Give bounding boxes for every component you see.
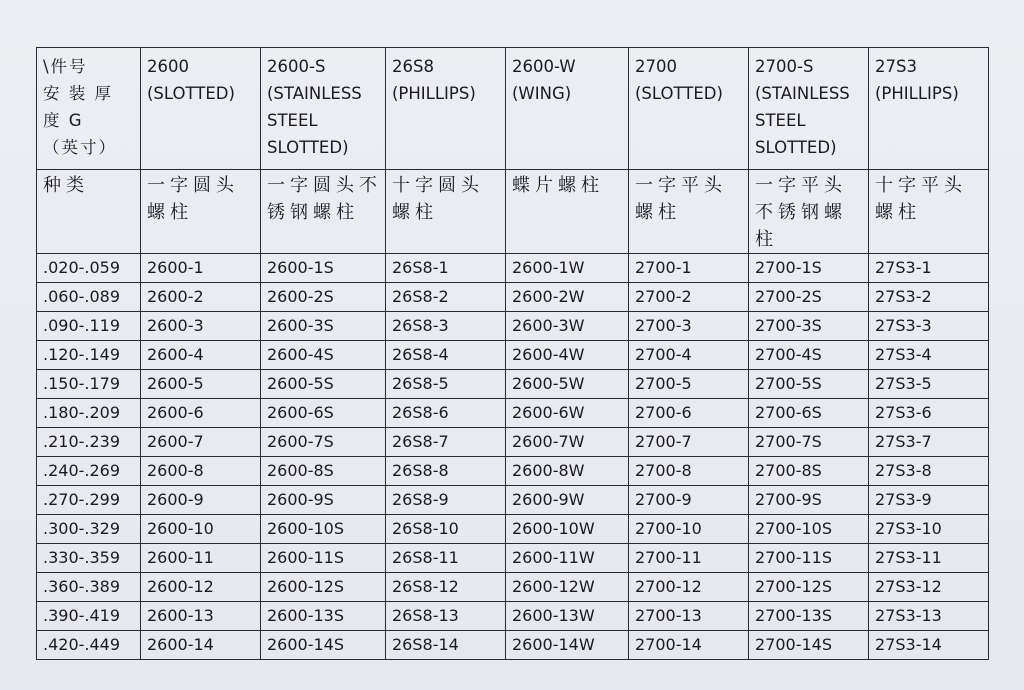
part-number-cell: 2600-10S (261, 515, 386, 544)
column-header-name-zh: 蝶片螺柱 (506, 170, 629, 254)
table-row (37, 254, 989, 283)
corner-line: 安 装 厚 (43, 84, 113, 103)
column-header-code (629, 48, 749, 170)
column-code-line: (SLOTTED) (147, 84, 235, 103)
part-number-cell: 27S3-9 (869, 486, 989, 515)
thickness-range-cell: .420-.449 (37, 631, 141, 660)
column-code-line: 26S8 (392, 57, 434, 76)
part-number-cell: 2700-7S (749, 428, 869, 457)
part-number-cell: 2600-12 (141, 573, 261, 602)
column-header-name-zh: 十字平头螺柱 (869, 170, 989, 254)
part-number-cell: 27S3-8 (869, 457, 989, 486)
part-number-cell: 2700-12 (629, 573, 749, 602)
part-number-cell: 2700-1S (749, 254, 869, 283)
part-number-cell: 26S8-12 (386, 573, 506, 602)
part-number-cell: 2600-4W (506, 341, 629, 370)
column-header-code (386, 48, 506, 170)
part-number-cell: 2700-9S (749, 486, 869, 515)
corner-line: （英寸） (43, 138, 117, 157)
part-number-cell: 2600-11 (141, 544, 261, 573)
table-row (37, 602, 989, 631)
part-number-cell: 2700-13S (749, 602, 869, 631)
part-number-cell: 2700-3S (749, 312, 869, 341)
part-number-cell: 2700-14S (749, 631, 869, 660)
part-number-cell: 27S3-11 (869, 544, 989, 573)
part-number-cell: 27S3-14 (869, 631, 989, 660)
part-number-cell: 2700-4S (749, 341, 869, 370)
thickness-range-cell: .390-.419 (37, 602, 141, 631)
part-number-cell: 2600-1W (506, 254, 629, 283)
part-number-cell: 2700-1 (629, 254, 749, 283)
part-number-cell: 2700-6S (749, 399, 869, 428)
part-number-cell: 2600-8W (506, 457, 629, 486)
part-number-cell: 26S8-10 (386, 515, 506, 544)
part-number-cell: 2600-10W (506, 515, 629, 544)
part-number-cell: 2700-7 (629, 428, 749, 457)
part-number-cell: 2700-9 (629, 486, 749, 515)
part-number-cell: 2600-6 (141, 399, 261, 428)
part-number-cell: 26S8-4 (386, 341, 506, 370)
table-row (37, 573, 989, 602)
part-number-cell: 2600-14S (261, 631, 386, 660)
table-row (37, 631, 989, 660)
table-row (37, 544, 989, 573)
part-number-cell: 2700-8 (629, 457, 749, 486)
column-header-name-zh: 一字平头螺柱 (629, 170, 749, 254)
part-number-cell: 2600-9 (141, 486, 261, 515)
part-number-cell: 2600-11W (506, 544, 629, 573)
part-number-cell: 2700-5 (629, 370, 749, 399)
part-number-cell: 2700-5S (749, 370, 869, 399)
part-number-cell: 27S3-3 (869, 312, 989, 341)
part-number-cell: 2600-14W (506, 631, 629, 660)
part-number-cell: 2700-2S (749, 283, 869, 312)
thickness-range-cell: .300-.329 (37, 515, 141, 544)
part-number-cell: 26S8-9 (386, 486, 506, 515)
part-number-cell: 27S3-13 (869, 602, 989, 631)
table-row (37, 312, 989, 341)
table-row (37, 341, 989, 370)
part-number-cell: 2600-8S (261, 457, 386, 486)
part-number-cell: 2600-14 (141, 631, 261, 660)
part-number-cell: 2700-2 (629, 283, 749, 312)
table-body (37, 48, 989, 660)
part-number-cell: 26S8-13 (386, 602, 506, 631)
part-number-cell: 2700-12S (749, 573, 869, 602)
part-number-cell: 2600-5 (141, 370, 261, 399)
part-number-cell: 2600-8 (141, 457, 261, 486)
part-number-cell: 27S3-7 (869, 428, 989, 457)
part-number-cell: 2600-3W (506, 312, 629, 341)
part-number-cell: 27S3-10 (869, 515, 989, 544)
table-row (37, 428, 989, 457)
table-row (37, 515, 989, 544)
part-number-cell: 26S8-11 (386, 544, 506, 573)
part-number-cell: 26S8-1 (386, 254, 506, 283)
thickness-range-cell: .180-.209 (37, 399, 141, 428)
part-number-cell: 26S8-3 (386, 312, 506, 341)
part-number-cell: 2700-3 (629, 312, 749, 341)
column-header-code (506, 48, 629, 170)
column-code-line: STEEL (755, 111, 806, 130)
part-number-cell: 2600-4S (261, 341, 386, 370)
table-row (37, 457, 989, 486)
stud-parts-table (36, 47, 989, 660)
part-number-cell: 2600-2 (141, 283, 261, 312)
thickness-range-cell: .060-.089 (37, 283, 141, 312)
column-header-name-zh: 一字平头不锈钢螺柱 (749, 170, 869, 254)
thickness-range-cell: .270-.299 (37, 486, 141, 515)
part-number-cell: 26S8-2 (386, 283, 506, 312)
column-code-line: SLOTTED) (267, 138, 349, 157)
column-code-line: 2600-S (267, 57, 326, 76)
part-number-cell: 2600-13 (141, 602, 261, 631)
table-row (37, 399, 989, 428)
part-number-cell: 2600-10 (141, 515, 261, 544)
corner-line: 度 G (43, 111, 84, 130)
part-number-cell: 2600-13S (261, 602, 386, 631)
column-code-line: 2600-W (512, 57, 576, 76)
part-number-cell: 2600-7S (261, 428, 386, 457)
part-number-cell: 2600-9S (261, 486, 386, 515)
corner-line: \件号 (43, 57, 88, 76)
part-number-cell: 2600-7 (141, 428, 261, 457)
thickness-range-cell: .090-.119 (37, 312, 141, 341)
thickness-range-cell: .020-.059 (37, 254, 141, 283)
part-number-cell: 27S3-5 (869, 370, 989, 399)
column-header-code (141, 48, 261, 170)
part-number-cell: 26S8-5 (386, 370, 506, 399)
part-number-cell: 2700-11 (629, 544, 749, 573)
part-number-cell: 2600-3 (141, 312, 261, 341)
part-number-cell: 26S8-7 (386, 428, 506, 457)
corner-header-cell (37, 48, 141, 170)
part-number-cell: 2700-14 (629, 631, 749, 660)
part-number-cell: 2700-10S (749, 515, 869, 544)
part-number-cell: 2700-4 (629, 341, 749, 370)
column-code-line: 27S3 (875, 57, 917, 76)
part-number-cell: 2600-7W (506, 428, 629, 457)
column-code-line: (PHILLIPS) (875, 84, 959, 103)
part-number-cell: 2600-13W (506, 602, 629, 631)
part-number-cell: 2600-1 (141, 254, 261, 283)
column-code-line: (STAINLESS (755, 84, 850, 103)
part-number-cell: 2700-11S (749, 544, 869, 573)
column-header-code (749, 48, 869, 170)
part-number-cell: 27S3-2 (869, 283, 989, 312)
part-number-cell: 27S3-12 (869, 573, 989, 602)
part-number-cell: 2600-5S (261, 370, 386, 399)
header-name-row (37, 170, 989, 254)
part-number-cell: 2600-2S (261, 283, 386, 312)
kind-label-cell: 种类 (37, 170, 141, 254)
part-number-cell: 2600-9W (506, 486, 629, 515)
part-number-cell: 27S3-6 (869, 399, 989, 428)
column-code-line: STEEL (267, 111, 318, 130)
part-number-cell: 26S8-6 (386, 399, 506, 428)
part-number-cell: 2600-12W (506, 573, 629, 602)
column-header-code (869, 48, 989, 170)
part-number-cell: 2600-5W (506, 370, 629, 399)
table-row (37, 283, 989, 312)
column-header-name-zh: 一字圆头不锈钢螺柱 (261, 170, 386, 254)
part-number-cell: 2600-1S (261, 254, 386, 283)
column-code-line: (SLOTTED) (635, 84, 723, 103)
thickness-range-cell: .240-.269 (37, 457, 141, 486)
column-code-line: (WING) (512, 84, 572, 103)
part-number-cell: 2600-2W (506, 283, 629, 312)
part-number-cell: 2700-8S (749, 457, 869, 486)
part-number-cell: 2700-10 (629, 515, 749, 544)
part-number-cell: 2600-3S (261, 312, 386, 341)
column-code-line: 2700-S (755, 57, 814, 76)
header-code-row (37, 48, 989, 170)
part-number-cell: 26S8-8 (386, 457, 506, 486)
table-row (37, 486, 989, 515)
part-number-cell: 2700-13 (629, 602, 749, 631)
column-code-line: (STAINLESS (267, 84, 362, 103)
column-code-line: 2700 (635, 57, 677, 76)
part-number-cell: 2600-11S (261, 544, 386, 573)
part-number-cell: 26S8-14 (386, 631, 506, 660)
part-number-cell: 2600-6S (261, 399, 386, 428)
thickness-range-cell: .150-.179 (37, 370, 141, 399)
part-number-cell: 27S3-1 (869, 254, 989, 283)
part-number-cell: 2700-6 (629, 399, 749, 428)
column-code-line: (PHILLIPS) (392, 84, 476, 103)
part-number-cell: 2600-6W (506, 399, 629, 428)
part-number-cell: 2600-12S (261, 573, 386, 602)
column-header-name-zh: 一字圆头螺柱 (141, 170, 261, 254)
column-header-code (261, 48, 386, 170)
thickness-range-cell: .120-.149 (37, 341, 141, 370)
column-header-name-zh: 十字圆头螺柱 (386, 170, 506, 254)
table-row (37, 370, 989, 399)
thickness-range-cell: .330-.359 (37, 544, 141, 573)
thickness-range-cell: .360-.389 (37, 573, 141, 602)
part-number-cell: 2600-4 (141, 341, 261, 370)
column-code-line: 2600 (147, 57, 189, 76)
column-code-line: SLOTTED) (755, 138, 837, 157)
part-number-cell: 27S3-4 (869, 341, 989, 370)
thickness-range-cell: .210-.239 (37, 428, 141, 457)
